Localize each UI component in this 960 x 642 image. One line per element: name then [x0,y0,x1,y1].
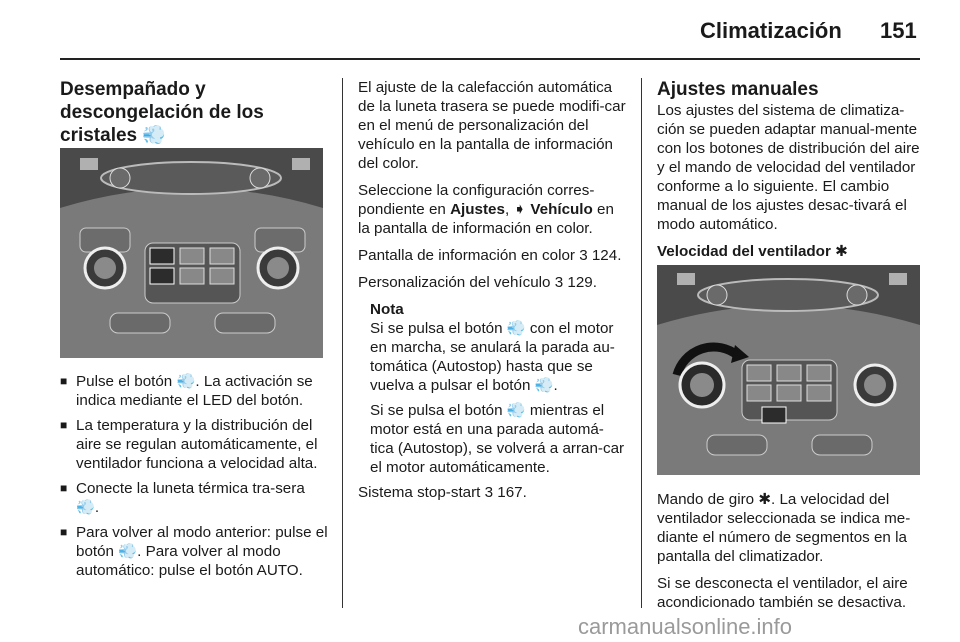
list-item [60,479,328,517]
column-divider-1 [342,78,343,608]
climate-panel-illustration-icon [60,148,323,358]
list-item-text: La temperatura y la distribución del aire se regulan automáticamente, el ventilador funciona a velocidad alta. [76,417,318,472]
list-item [60,523,328,580]
heading-line-1: Desempañado y [60,79,206,100]
heading-line-3: cristales 💨 [60,125,167,146]
bullet-list-container [60,372,328,586]
note-paragraph: Si se pulsa el botón 💨 mientras el motor está en una parada automá-tica (Autostop), se volverá a arran-car el motor automáticamente. [370,402,625,476]
paragraph-settings [358,181,626,238]
bullet-marker: ■ [60,418,68,432]
cross-reference: Sistema stop-start 3 167. [358,484,527,501]
fan-speed-text [657,490,921,620]
paragraph: El ajuste de la calefacción automática de la luneta trasera se puede modifi-car en el menú de personalización del vehículo en la pantalla de información del color. [358,79,626,172]
list-item-text: Pulse el botón 💨. La activación se indica mediante el LED del botón. [76,373,313,409]
cross-reference: Pantalla de información en color 3 124. [358,247,622,264]
page-number: 151 [880,18,917,43]
column-2 [358,78,626,510]
list-item [60,416,328,473]
paragraph: Los ajustes del sistema de climatiza-ción se pueden adaptar manual-mente con los botones de distribución del aire y el mando de velocidad del ventilador conforme a lo siguiente. El cambio manual de los ajustes desac-tivará el modo automático. [657,102,920,233]
fan-knob-illustration-icon [657,265,920,475]
arrow-icon: , ➧ [504,201,531,218]
heading-line-2: descongelación de los [60,102,264,123]
text-span: Seleccione la configuración corres-pondiente en [358,182,595,218]
bullet-marker: ■ [60,525,68,539]
text-span: en la pantalla de información en color. [358,201,614,237]
list-item [60,372,328,410]
column-1 [60,78,328,147]
sub-heading-fan-speed: Velocidad del ventilador ✱ [657,243,848,260]
menu-term-vehiculo: Vehículo [530,201,593,218]
note-title: Nota [370,301,404,318]
bullet-marker: ■ [60,481,68,495]
paragraph: Si se desconecta el ventilador, el aire acondicionado también se desactiva. [657,575,908,611]
list-item-text: Conecte la luneta térmica tra-sera 💨. [76,480,305,516]
column-divider-2 [641,78,642,608]
paragraph: Mando de giro ✱. La velocidad del ventilador seleccionada se indica me-diante el número de segmentos en la pantalla del climatizador. [657,491,911,565]
note-box [358,300,626,477]
note-paragraph: Si se pulsa el botón 💨 con el motor en marcha, se anulará la parada au-tomática (Autostop) hasta que se vuelva a pulsar el botón 💨. [370,320,615,394]
climate-control-photo-1 [60,148,323,358]
page-title: Climatización [700,18,842,43]
section-heading-manual: Ajustes manuales [657,79,819,100]
climate-control-photo-2 [657,265,920,475]
list-item-text: Para volver al modo anterior: pulse el botón 💨. Para volver al modo automático: pulse el botón AUTO. [76,524,328,579]
watermark: carmanualsonline.info [578,614,793,639]
defrost-steps-list [60,372,328,580]
header-divider [60,58,920,60]
bullet-marker: ■ [60,374,68,388]
column-3 [657,78,921,262]
section-heading-defrost [60,78,328,147]
cross-reference: Personalización del vehículo 3 129. [358,274,597,291]
menu-term-ajustes: Ajustes [450,201,505,218]
